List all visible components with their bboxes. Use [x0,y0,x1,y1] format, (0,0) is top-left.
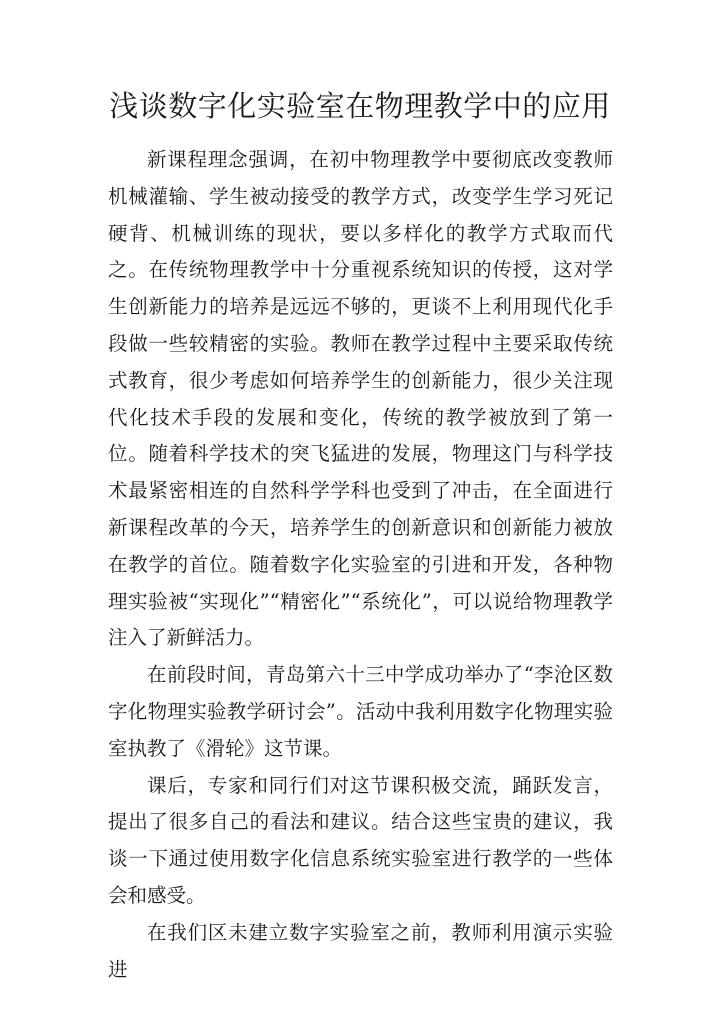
paragraph: 在前段时间，青岛第六十三中学成功举办了“李沧区数字化物理实验教学研讨会”。活动中我利用数字化物理实验室执教了《滑轮》这节课。 [108,663,613,760]
document-title: 浅谈数字化实验室在物理教学中的应用 [109,89,611,123]
paragraph: 在我们区未建立数字实验室之前，教师利用演示实验进 [108,920,613,981]
paragraph: 新课程理念强调，在初中物理教学中要彻底改变教师机械灌输、学生被动接受的教学方式，改变学生学习死记硬背、机械训练的现状，要以多样化的教学方式取而代之。在传统物理教学中十分重视系统知识的传授，这对学生创新能力的培养是远远不够的，更谈不上利用现代化手段做一些较精密的实验。教师在教学过程中主要采取传统式教育，很少考虑如何培养学生的创新能力，很少关注现代化技术手段的发展和变化，传统的教学被放到了第一位。随着科学技术的突飞猛进的发展，物理这门与科学技术最紧密相连的自然科学学科也受到了冲击，在全面进行新课程改革的今天，培养学生的创新意识和创新能力被放在教学的首位。随着数字化实验室的引进和开发，各种物理实验被“实现化”“精密化”“系统化”，可以说给物理教学注入了新鲜活力。 [108,148,613,650]
paragraph: 课后，专家和同行们对这节课积极交流，踊跃发言，提出了很多自己的看法和建议。结合这些宝贵的建议，我谈一下通过使用数字化信息系统实验室进行教学的一些体会和感受。 [108,773,613,907]
document-body [108,142,613,988]
